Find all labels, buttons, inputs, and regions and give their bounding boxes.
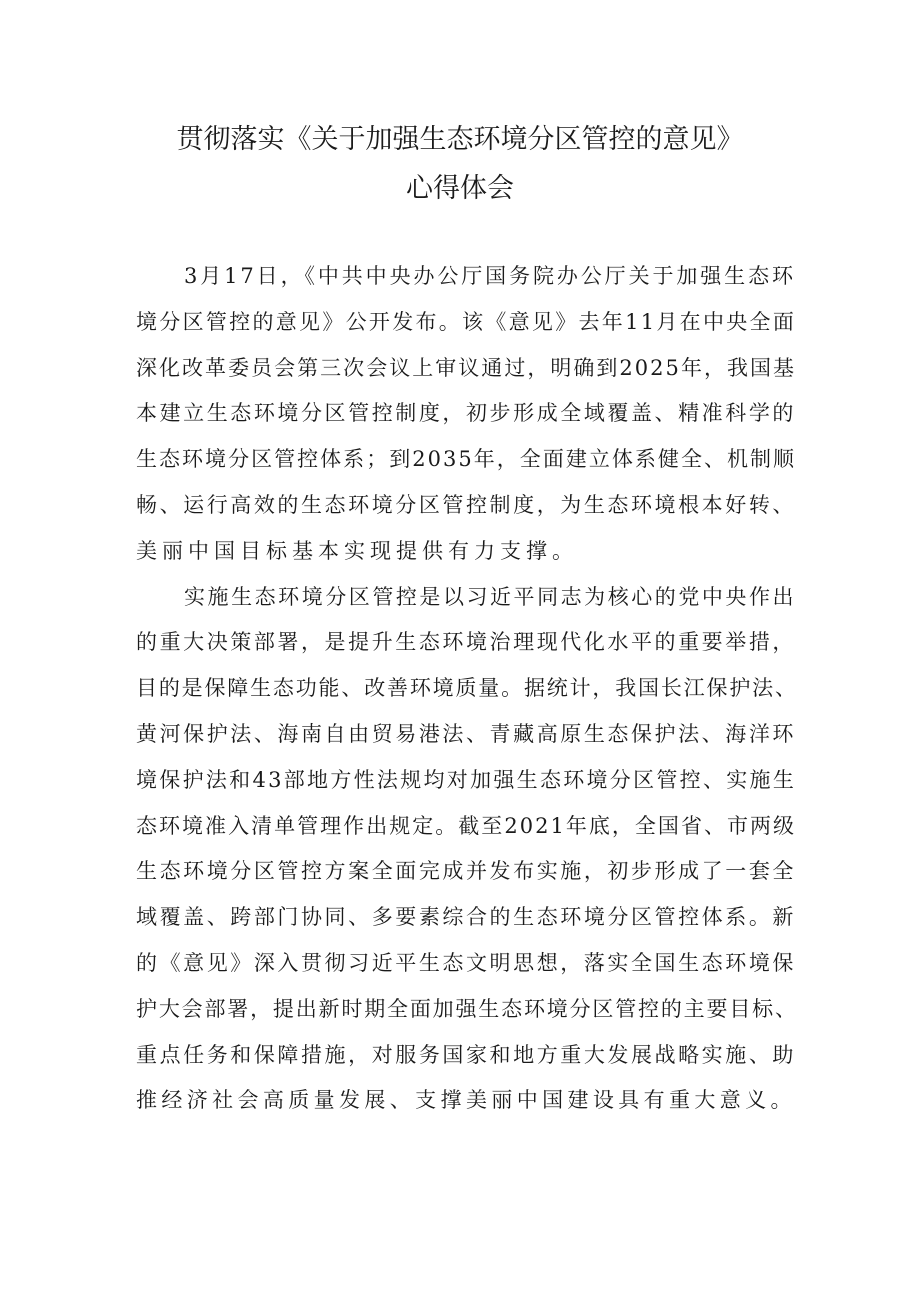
paragraph-line: 的重大决策部署，是提升生态环境治理现代化水平的重要举措，: [136, 630, 796, 655]
paragraph-line: 的《意见》深入贯彻习近平生态文明思想，落实全国生态环境保: [136, 951, 796, 975]
paragraph-line: 3月17日，《中共中央办公厅国务院办公厅关于加强生态环: [184, 264, 796, 288]
document-subtitle: 心得体会: [406, 173, 514, 204]
paragraph-line: 本建立生态环境分区管控制度，初步形成全域覆盖、精准科学的: [136, 401, 796, 426]
paragraph-line: 境保护法和43部地方性法规均对加强生态环境分区管控、实施生: [136, 767, 797, 792]
paragraph-line: 重点任务和保障措施，对服务国家和地方重大发展战略实施、助: [136, 1042, 796, 1067]
paragraph-line: 态环境准入清单管理作出规定。截至2021年底，全国省、市两级: [136, 813, 797, 838]
document-title: 贯彻落实《关于加强生态环境分区管控的意见》: [176, 124, 744, 155]
paragraph-line: 深化改革委员会第三次会议上审议通过，明确到2025年，我国基: [136, 355, 797, 380]
paragraph-line: 生态环境分区管控方案全面完成并发布实施，初步形成了一套全: [136, 859, 796, 884]
paragraph-line: 实施生态环境分区管控是以习近平同志为核心的党中央作出: [184, 584, 797, 609]
paragraph-line: 境分区管控的意见》公开发布。该《意见》去年11月在中央全面: [136, 309, 797, 334]
paragraph-line: 美丽中国目标基本实现提供有力支撑。: [136, 538, 578, 563]
paragraph-line: 黄河保护法、海南自由贸易港法、青藏高原生态保护法、海洋环: [136, 722, 796, 746]
paragraph-line: 护大会部署，提出新时期全面加强生态环境分区管控的主要目标、: [136, 996, 798, 1021]
paragraph-line: 畅、运行高效的生态环境分区管控制度，为生态环境根本好转、: [136, 493, 796, 517]
paragraph-line: 生态环境分区管控体系；到2035年，全面建立体系健全、机制顺: [136, 447, 797, 472]
paragraph-line: 域覆盖、跨部门协同、多要素综合的生态环境分区管控体系。新: [136, 905, 796, 930]
paragraph-line: 推经济社会高质量发展、支撑美丽中国建设具有重大意义。: [136, 1088, 796, 1113]
paragraph-line: 目的是保障生态功能、改善环境质量。据统计，我国长江保护法、: [136, 676, 798, 701]
